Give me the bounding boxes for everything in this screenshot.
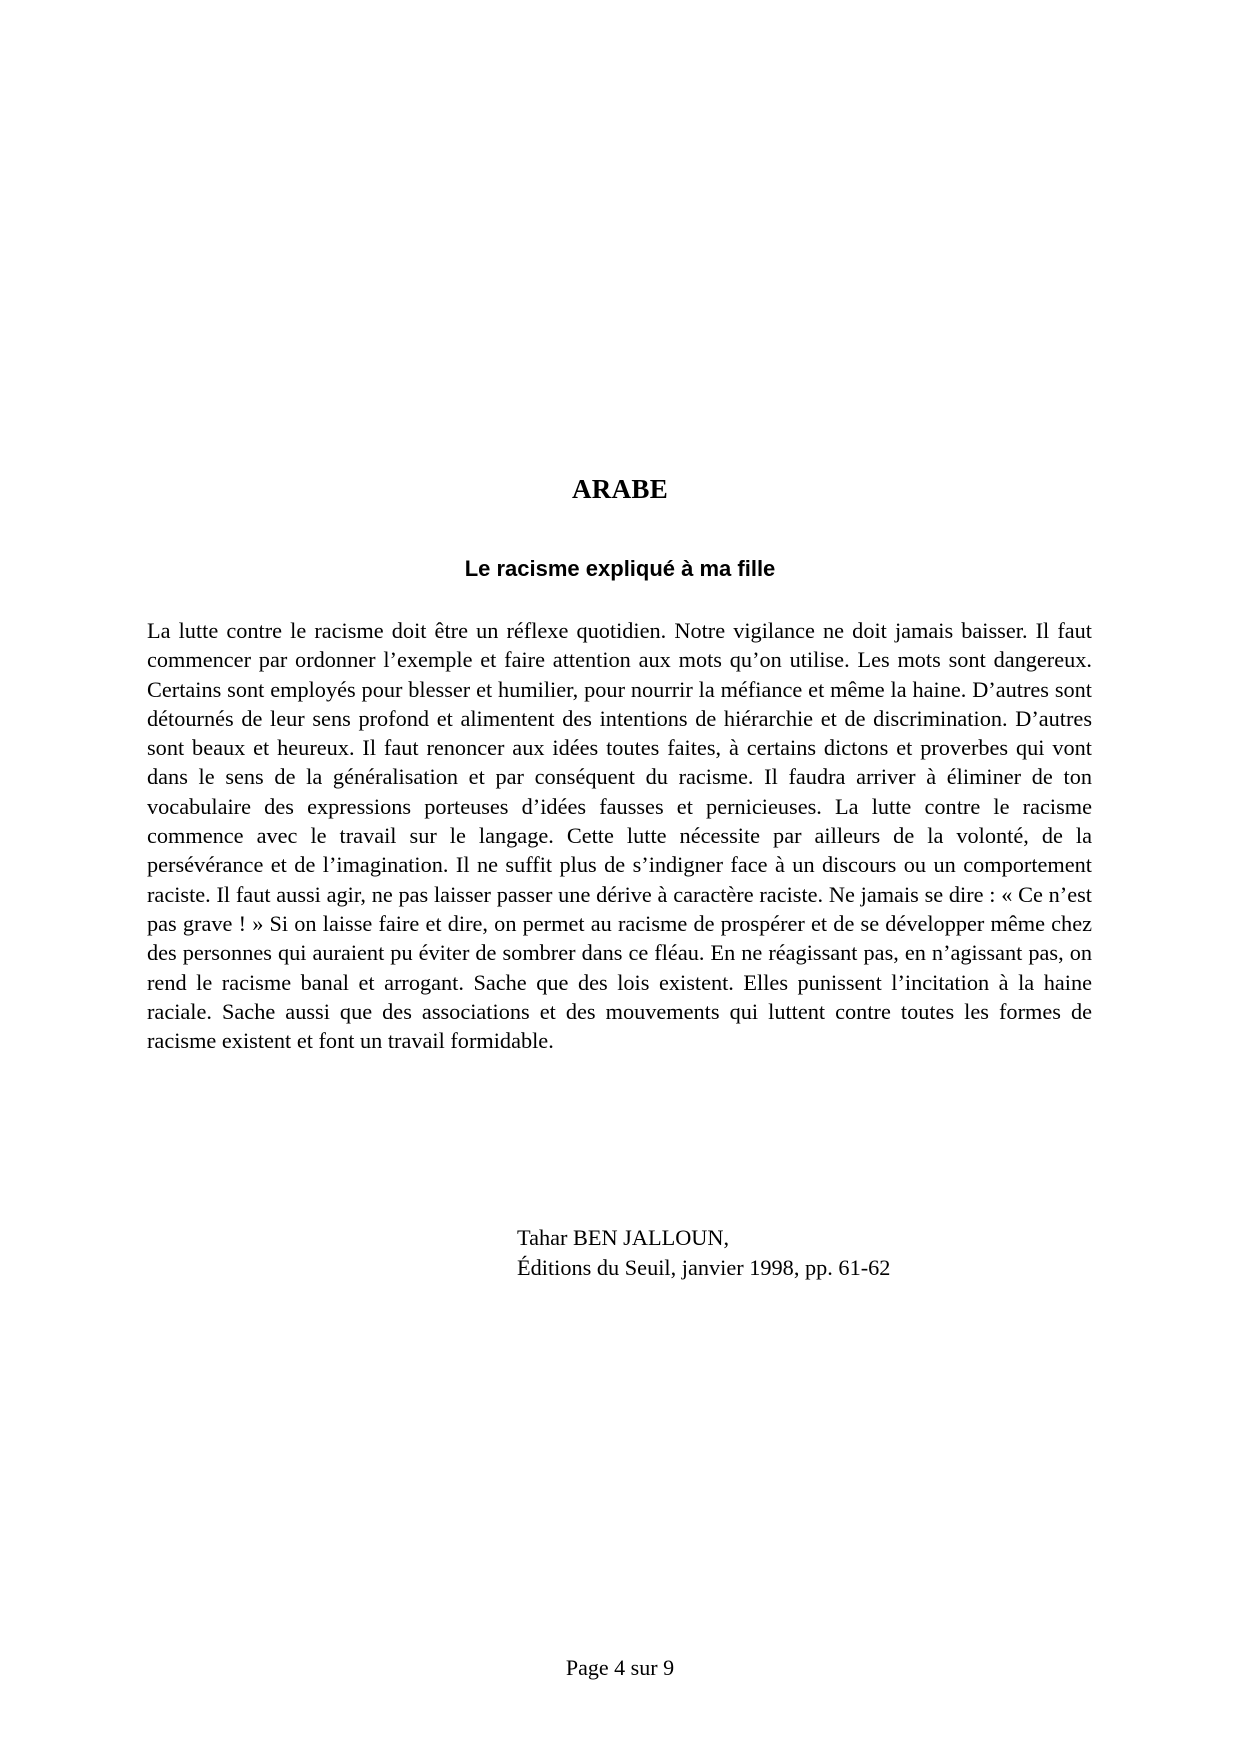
author-name: Tahar BEN JALLOUN, bbox=[517, 1225, 730, 1250]
attribution-block bbox=[517, 1223, 1077, 1282]
text-title: Le racisme expliqué à ma fille bbox=[464, 556, 776, 581]
page-number: Page 4 sur 9 bbox=[565, 1655, 675, 1680]
body-paragraph: La lutte contre le racisme doit être un réflexe quotidien. Notre vigilance ne doit jamais baisser. Il faut commencer par ordonner l’exemple et faire attention aux mots qu’on utilise. Les mots sont dangereux. Certains sont employés pour blesser et humilier, pour nourrir la méfiance et même la haine. D’autres sont détournés de leur sens profond et alimentent des intentions de hiérarchie et de discrimination. D’autres sont beaux et heureux. Il faut renoncer aux idées toutes faites, à certains dictons et proverbes qui vont dans le sens de la généralisation et par conséquent du racisme. Il faudra arriver à éliminer de ton vocabulaire des expressions porteuses d’idées fausses et pernicieuses. La lutte contre le racisme commence avec le travail sur le langage. Cette lutte nécessite par ailleurs de la volonté, de la persévérance et de l’imagination. Il ne suffit plus de s’indigner face à un discours ou un comportement raciste. Il faut aussi agir, ne pas laisser passer une dérive à caractère raciste. Ne jamais se dire : « Ce n’est pas grave ! » Si on laisse faire et dire, on permet au racisme de prospérer et de se développer même chez des personnes qui auraient pu éviter de sombrer dans ce fléau. En ne réagissant pas, en n’agissant pas, on rend le racisme banal et arrogant. Sache que des lois existent. Elles punissent l’incitation à la haine raciale. Sache aussi que des associations et des mouvements qui luttent contre toutes les formes de racisme existent et font un travail formidable. bbox=[147, 618, 1092, 1054]
publication-info: Éditions du Seuil, janvier 1998, pp. 61-62 bbox=[517, 1254, 891, 1280]
language-heading: ARABE bbox=[571, 474, 668, 504]
